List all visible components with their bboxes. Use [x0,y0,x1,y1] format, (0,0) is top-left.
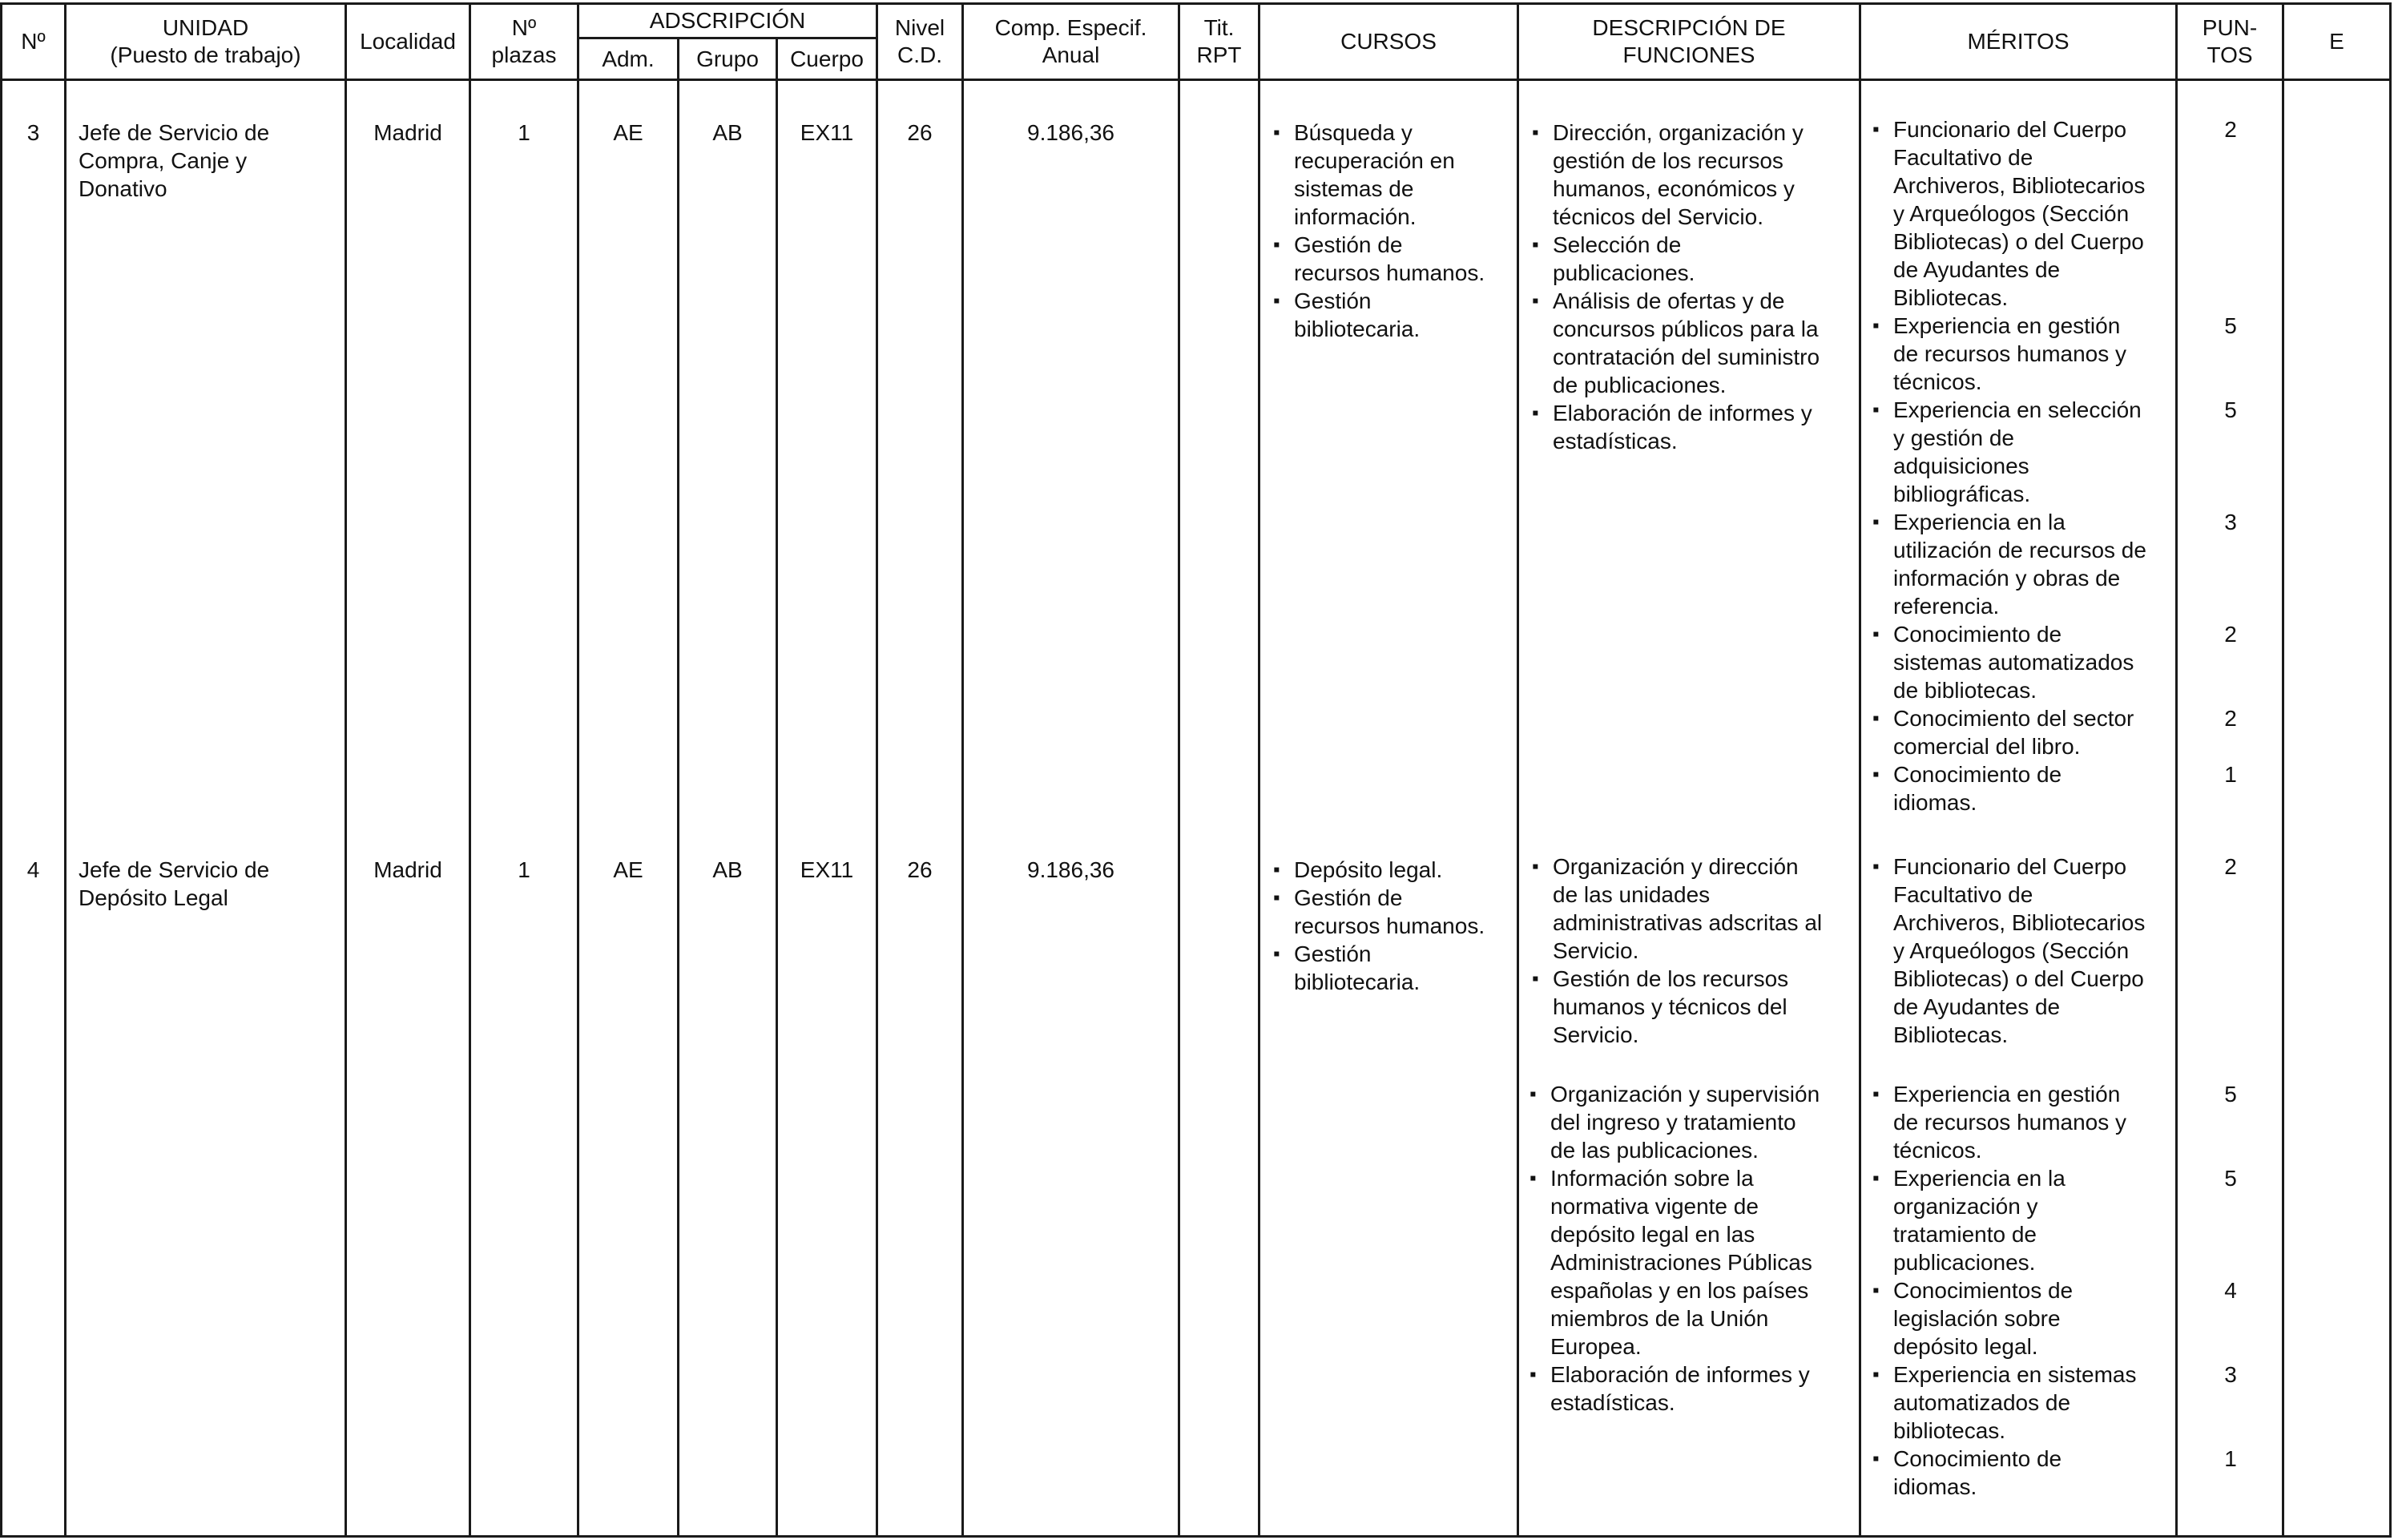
header-cursos-text: CURSOS [1340,29,1437,54]
list-item [1270,940,1514,996]
table-bottom-border [0,1535,2392,1538]
text-line: referencia. [1893,594,2000,619]
puntos-value: 4 [2224,1278,2237,1303]
col-rule [1859,2,1861,1538]
list-item [1529,399,1857,455]
text-line: sistemas de [1294,176,1414,201]
col-rule [0,2,2,1538]
cuerpo-cell: EX11 [800,857,854,882]
header-grupo-text: Grupo [696,46,759,71]
text-line: ▪ Conocimiento de [1893,762,2062,787]
text-line: técnicos. [1893,1138,1982,1163]
text-line: Bibliotecas) o del Cuerpo [1893,229,2144,254]
list-item [1869,760,2178,816]
text-line: ▪ Elaboración de informes y [1553,401,1812,425]
text-line: contratación del suministro [1553,345,1820,369]
header-puntos-line2: TOS [2207,42,2253,67]
text-line: organización y [1893,1194,2038,1219]
puntos-value: 3 [2224,1362,2237,1387]
list-item [1869,1276,2178,1361]
header-adscripcion [579,5,876,37]
text-line: ▪ Funcionario del Cuerpo [1893,117,2127,142]
puntos-value: 2 [2224,117,2237,142]
header-meritos-text: MÉRITOS [1967,29,2070,54]
header-comp-line2: Anual [1042,42,1100,67]
meritos-list [1869,853,2178,1049]
text-line: Servicio. [1553,1022,1639,1047]
puntos-value: 1 [2224,1446,2237,1471]
text-line: comercial del libro. [1893,734,2081,759]
text-line: Servicio. [1553,938,1639,963]
text-line: estadísticas. [1550,1390,1675,1415]
puntos-value: 2 [2224,706,2237,731]
text-line: ▪ Conocimiento del sector [1893,706,2134,731]
list-item [1869,1080,2178,1164]
header-cursos [1260,5,1517,79]
col-rule [345,2,347,1538]
text-line: sistemas automatizados [1893,650,2134,675]
puntos-value: 3 [2224,510,2237,534]
text-line: ▪ Gestión de [1294,885,1403,910]
text-line: idiomas. [1893,790,1977,815]
col-rule [876,2,878,1538]
col-rule [2389,2,2392,1538]
text-line: información. [1294,204,1417,229]
text-line: de Ayudantes de [1893,257,2061,282]
text-line: ▪ Organización y supervisión [1550,1082,1820,1107]
header-descripcion-line2: FUNCIONES [1622,42,1755,67]
text-line: gestión de los recursos [1553,148,1783,173]
header-tit [1180,5,1258,79]
header-comp-line1: Comp. Especif. [994,15,1147,40]
list-item [1869,1164,2178,1276]
header-adscripcion-text: ADSCRIPCIÓN [649,8,806,33]
col-rule [1178,2,1180,1538]
header-bottom-rule [0,79,2392,81]
text-line: ▪ Conocimiento de [1893,622,2062,647]
text-line: legislación sobre [1893,1306,2061,1331]
text-line: ▪ Conocimiento de [1893,1446,2062,1471]
text-line: normativa vigente de [1550,1194,1759,1219]
funciones-list [1529,119,1857,455]
localidad-cell: Madrid [373,857,442,882]
list-item [1869,115,2178,312]
header-adm-text: Adm. [602,46,655,71]
header-e [2284,5,2389,79]
text-line: bibliotecaria. [1294,316,1421,341]
list-item [1869,704,2178,760]
funciones-list [1529,853,1857,1049]
list-item [1270,231,1514,287]
text-line: información y obras de [1893,566,2121,591]
text-line: ▪ Gestión [1294,288,1372,313]
col-rule [577,2,579,1538]
text-line: ▪ Gestión de los recursos [1553,966,1789,991]
header-tit-line1: Tit. [1203,15,1235,40]
header-nivel-line2: C.D. [897,42,942,67]
list-item [1869,1445,2178,1501]
text-line: ▪ Funcionario del Cuerpo [1893,854,2127,879]
text-line: ▪ Experiencia en gestión [1893,313,2121,338]
text-line: Facultativo de [1893,145,2033,170]
localidad-cell: Madrid [373,120,442,145]
text-line: Administraciones Públicas [1550,1250,1812,1275]
unidad-line: Jefe de Servicio de [79,120,270,145]
header-meritos [1861,5,2175,79]
nivel-cell: 26 [907,857,933,882]
text-line: españolas y en los países [1550,1278,1809,1303]
text-line: Archiveros, Bibliotecarios [1893,173,2146,198]
text-line: técnicos del Servicio. [1553,204,1764,229]
text-line: ▪ Elaboración de informes y [1550,1362,1810,1387]
col-rule [1258,2,1260,1538]
text-line: de Ayudantes de [1893,994,2061,1019]
text-line: bibliotecaria. [1294,970,1421,994]
text-line: ▪ Experiencia en gestión [1893,1082,2121,1107]
grupo-cell: AB [712,120,743,145]
header-descripcion-line1: DESCRIPCIÓN DE [1592,15,1786,40]
text-line: utilización de recursos de [1893,538,2146,562]
adm-cell: AE [613,857,643,882]
adm-cell: AE [613,120,643,145]
cuerpo-cell: EX11 [800,120,854,145]
row-number: 4 [26,857,40,882]
text-line: Europea. [1550,1334,1642,1359]
header-puntos [2178,5,2282,79]
text-line: concursos públicos para la [1553,316,1819,341]
text-line: ▪ Experiencia en la [1893,1166,2066,1191]
col-rule [961,2,964,1538]
text-line: Bibliotecas) o del Cuerpo [1893,966,2144,991]
text-line: ▪ Información sobre la [1550,1166,1754,1191]
text-line: depósito legal en las [1550,1222,1755,1247]
list-item [1529,287,1857,399]
text-line: recuperación en [1294,148,1455,173]
text-line: Archiveros, Bibliotecarios [1893,910,2146,935]
unidad-line: Jefe de Servicio de [79,857,270,882]
text-line: de las publicaciones. [1550,1138,1759,1163]
list-item [1529,965,1857,1049]
list-item [1869,853,2178,1049]
text-line: ▪ Búsqueda y [1294,120,1413,145]
text-line: del ingreso y tratamiento [1550,1110,1796,1135]
header-unidad-line2: (Puesto de trabajo) [110,42,301,67]
text-line: ▪ Experiencia en selección [1893,397,2142,422]
header-grupo [679,39,776,79]
text-line: y Arqueólogos (Sección [1893,201,2130,226]
text-line: ▪ Selección de [1553,232,1682,257]
col-rule [2282,2,2284,1538]
text-line: ▪ Gestión de [1294,232,1403,257]
puntos-value: 5 [2224,397,2237,422]
header-plazas-line1: Nº [511,15,537,40]
text-line: ▪ Depósito legal. [1294,857,1443,882]
text-line: y Arqueólogos (Sección [1893,938,2130,963]
text-line: publicaciones. [1893,1250,2036,1275]
header-nivel [878,5,961,79]
text-line: ▪ Organización y dirección [1553,854,1799,879]
text-line: técnicos. [1893,369,1982,394]
list-item [1526,1080,1857,1164]
header-nivel-line1: Nivel [894,15,945,40]
nivel-cell: 26 [907,120,933,145]
puntos-value: 2 [2224,622,2237,647]
text-line: automatizados de [1893,1390,2071,1415]
list-item [1270,287,1514,343]
text-line: recursos humanos. [1294,260,1485,285]
list-item [1869,1361,2178,1445]
unidad-line: Compra, Canje y [79,148,248,173]
puntos-value: 2 [2224,854,2237,879]
text-line: adquisiciones [1893,454,2029,478]
header-tit-line2: RPT [1196,42,1242,67]
text-line: bibliotecas. [1893,1418,2006,1443]
text-line: depósito legal. [1893,1334,2038,1359]
text-line: de bibliotecas. [1893,678,2037,703]
text-line: recursos humanos. [1294,913,1485,938]
list-item [1270,884,1514,940]
text-line: miembros de la Unión [1550,1306,1769,1331]
header-n [2,5,64,79]
text-line: ▪ Experiencia en la [1893,510,2066,534]
header-localidad-text: Localidad [360,29,456,54]
text-line: humanos, económicos y [1553,176,1795,201]
header-descripcion [1519,5,1859,79]
text-line: idiomas. [1893,1474,1977,1499]
header-cuerpo-text: Cuerpo [790,46,864,71]
list-item [1270,856,1514,884]
list-item [1869,396,2178,508]
header-adm [579,39,677,79]
text-line: de publicaciones. [1553,373,1727,397]
text-line: bibliográficas. [1893,482,2031,506]
cursos-list [1270,856,1514,996]
col-rule [677,38,679,1538]
list-item [1529,853,1857,965]
header-cuerpo [778,39,876,79]
funciones-list-continued [1526,1080,1857,1417]
text-line: tratamiento de [1893,1222,2037,1247]
header-plazas-line2: plazas [491,42,557,67]
comp-cell: 9.186,36 [1027,857,1114,882]
comp-cell: 9.186,36 [1027,120,1114,145]
unidad-line: Depósito Legal [79,885,228,910]
header-comp [964,5,1178,79]
puntos-value: 5 [2224,1082,2237,1107]
col-rule [1517,2,1519,1538]
col-rule [469,2,471,1538]
unidad-line: Donativo [79,176,167,201]
col-rule [64,2,66,1538]
grupo-cell: AB [712,857,743,882]
plazas-cell: 1 [518,120,530,145]
row-number: 3 [26,120,40,145]
header-n-text: Nº [21,29,46,54]
puntos-value: 1 [2224,762,2237,787]
header-unidad [66,5,345,79]
text-line: humanos y técnicos del [1553,994,1787,1019]
meritos-list [1869,115,2178,816]
cursos-list [1270,119,1514,343]
text-line: de las unidades [1553,882,1711,907]
col-rule [776,38,778,1538]
unidad-cell [79,119,343,203]
header-localidad [347,5,469,79]
list-item [1869,312,2178,396]
text-line: Bibliotecas. [1893,1022,2009,1047]
list-item [1526,1361,1857,1417]
text-line: de recursos humanos y [1893,1110,2127,1135]
header-unidad-line1: UNIDAD [162,15,249,40]
text-line: ▪ Conocimientos de [1893,1278,2074,1303]
text-line: Facultativo de [1893,882,2033,907]
text-line: publicaciones. [1553,260,1695,285]
text-line: estadísticas. [1553,429,1678,454]
text-line: y gestión de [1893,425,2014,450]
list-item [1529,119,1857,231]
list-item [1869,620,2178,704]
header-plazas [471,5,577,79]
list-item [1869,508,2178,620]
header-e-text: E [2329,29,2344,54]
puntos-value: 5 [2224,313,2237,338]
puntos-value: 5 [2224,1166,2237,1191]
list-item [1529,231,1857,287]
list-item [1270,119,1514,231]
list-item [1526,1164,1857,1361]
header-puntos-line1: PUN- [2202,15,2258,40]
plazas-cell: 1 [518,857,530,882]
text-line: ▪ Gestión [1294,941,1372,966]
text-line: ▪ Dirección, organización y [1553,120,1804,145]
text-line: Bibliotecas. [1893,285,2009,310]
text-line: de recursos humanos y [1893,341,2127,366]
unidad-cell [79,856,343,912]
meritos-list-continued [1869,1080,2178,1501]
text-line: administrativas adscritas al [1553,910,1823,935]
text-line: ▪ Experiencia en sistemas [1893,1362,2137,1387]
text-line: ▪ Análisis de ofertas y de [1553,288,1785,313]
